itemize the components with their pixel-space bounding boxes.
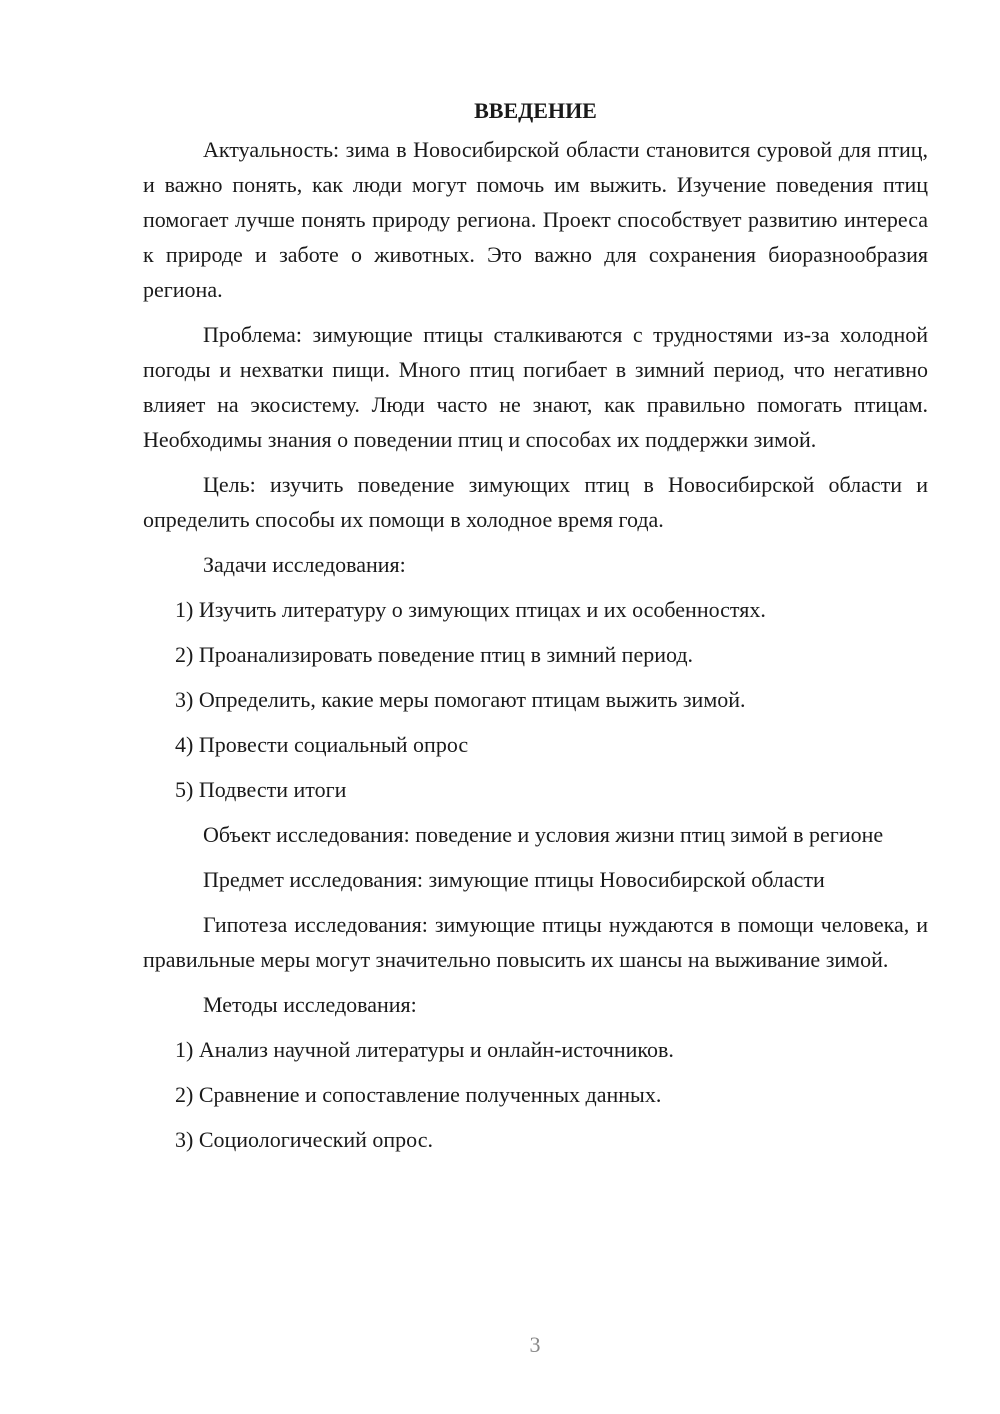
list-item: 3) Социологический опрос.	[175, 1127, 433, 1152]
problem-paragraph: Проблема: зимующие птицы сталкиваются с трудностями из-за холодной погоды и нехватки пищи. Много птиц погибает в зимний период, что негативно влияет на экосистему. Люди часто не знают, как правильно помогать птицам. Необходимы знания о поведении птиц и способах их поддержки зимой.	[143, 322, 928, 452]
list-item: 4) Провести социальный опрос	[175, 732, 469, 757]
page-number: 3	[529, 1332, 541, 1357]
object-paragraph: Объект исследования: поведение и условия жизни птиц зимой в регионе	[203, 822, 884, 847]
subject-paragraph: Предмет исследования: зимующие птицы Новосибирской области	[203, 867, 825, 892]
list-item: 3) Определить, какие меры помогают птицам выжить зимой.	[175, 687, 746, 712]
relevance-paragraph: Актуальность: зима в Новосибирской области становится суровой для птиц, и важно понять, как люди могут помочь им выжить. Изучение поведения птиц помогает лучше понять природу региона. Проект способствует развитию интереса к природе и заботе о животных. Это важно для сохранения биоразнообразия региона.	[143, 137, 928, 302]
methods-list	[143, 1032, 928, 1157]
list-item: 2) Проанализировать поведение птиц в зимний период.	[175, 642, 694, 667]
page-content	[143, 96, 928, 1167]
list-item: 2) Сравнение и сопоставление полученных данных.	[175, 1082, 662, 1107]
goal-paragraph: Цель: изучить поведение зимующих птиц в Новосибирской области и определить способы их помощи в холодное время года.	[143, 472, 928, 532]
hypothesis-paragraph: Гипотеза исследования: зимующие птицы нуждаются в помощи человека, и правильные меры могут значительно повысить их шансы на выживание зимой.	[143, 912, 928, 972]
list-item: 1) Анализ научной литературы и онлайн-источников.	[175, 1037, 674, 1062]
methods-heading: Методы исследования:	[203, 992, 417, 1017]
list-item: 1) Изучить литературу о зимующих птицах и их особенностях.	[175, 597, 766, 622]
list-item: 5) Подвести итоги	[175, 777, 347, 802]
tasks-list	[143, 592, 928, 807]
section-title: ВВЕДЕНИЕ	[474, 98, 597, 123]
tasks-heading: Задачи исследования:	[203, 552, 406, 577]
